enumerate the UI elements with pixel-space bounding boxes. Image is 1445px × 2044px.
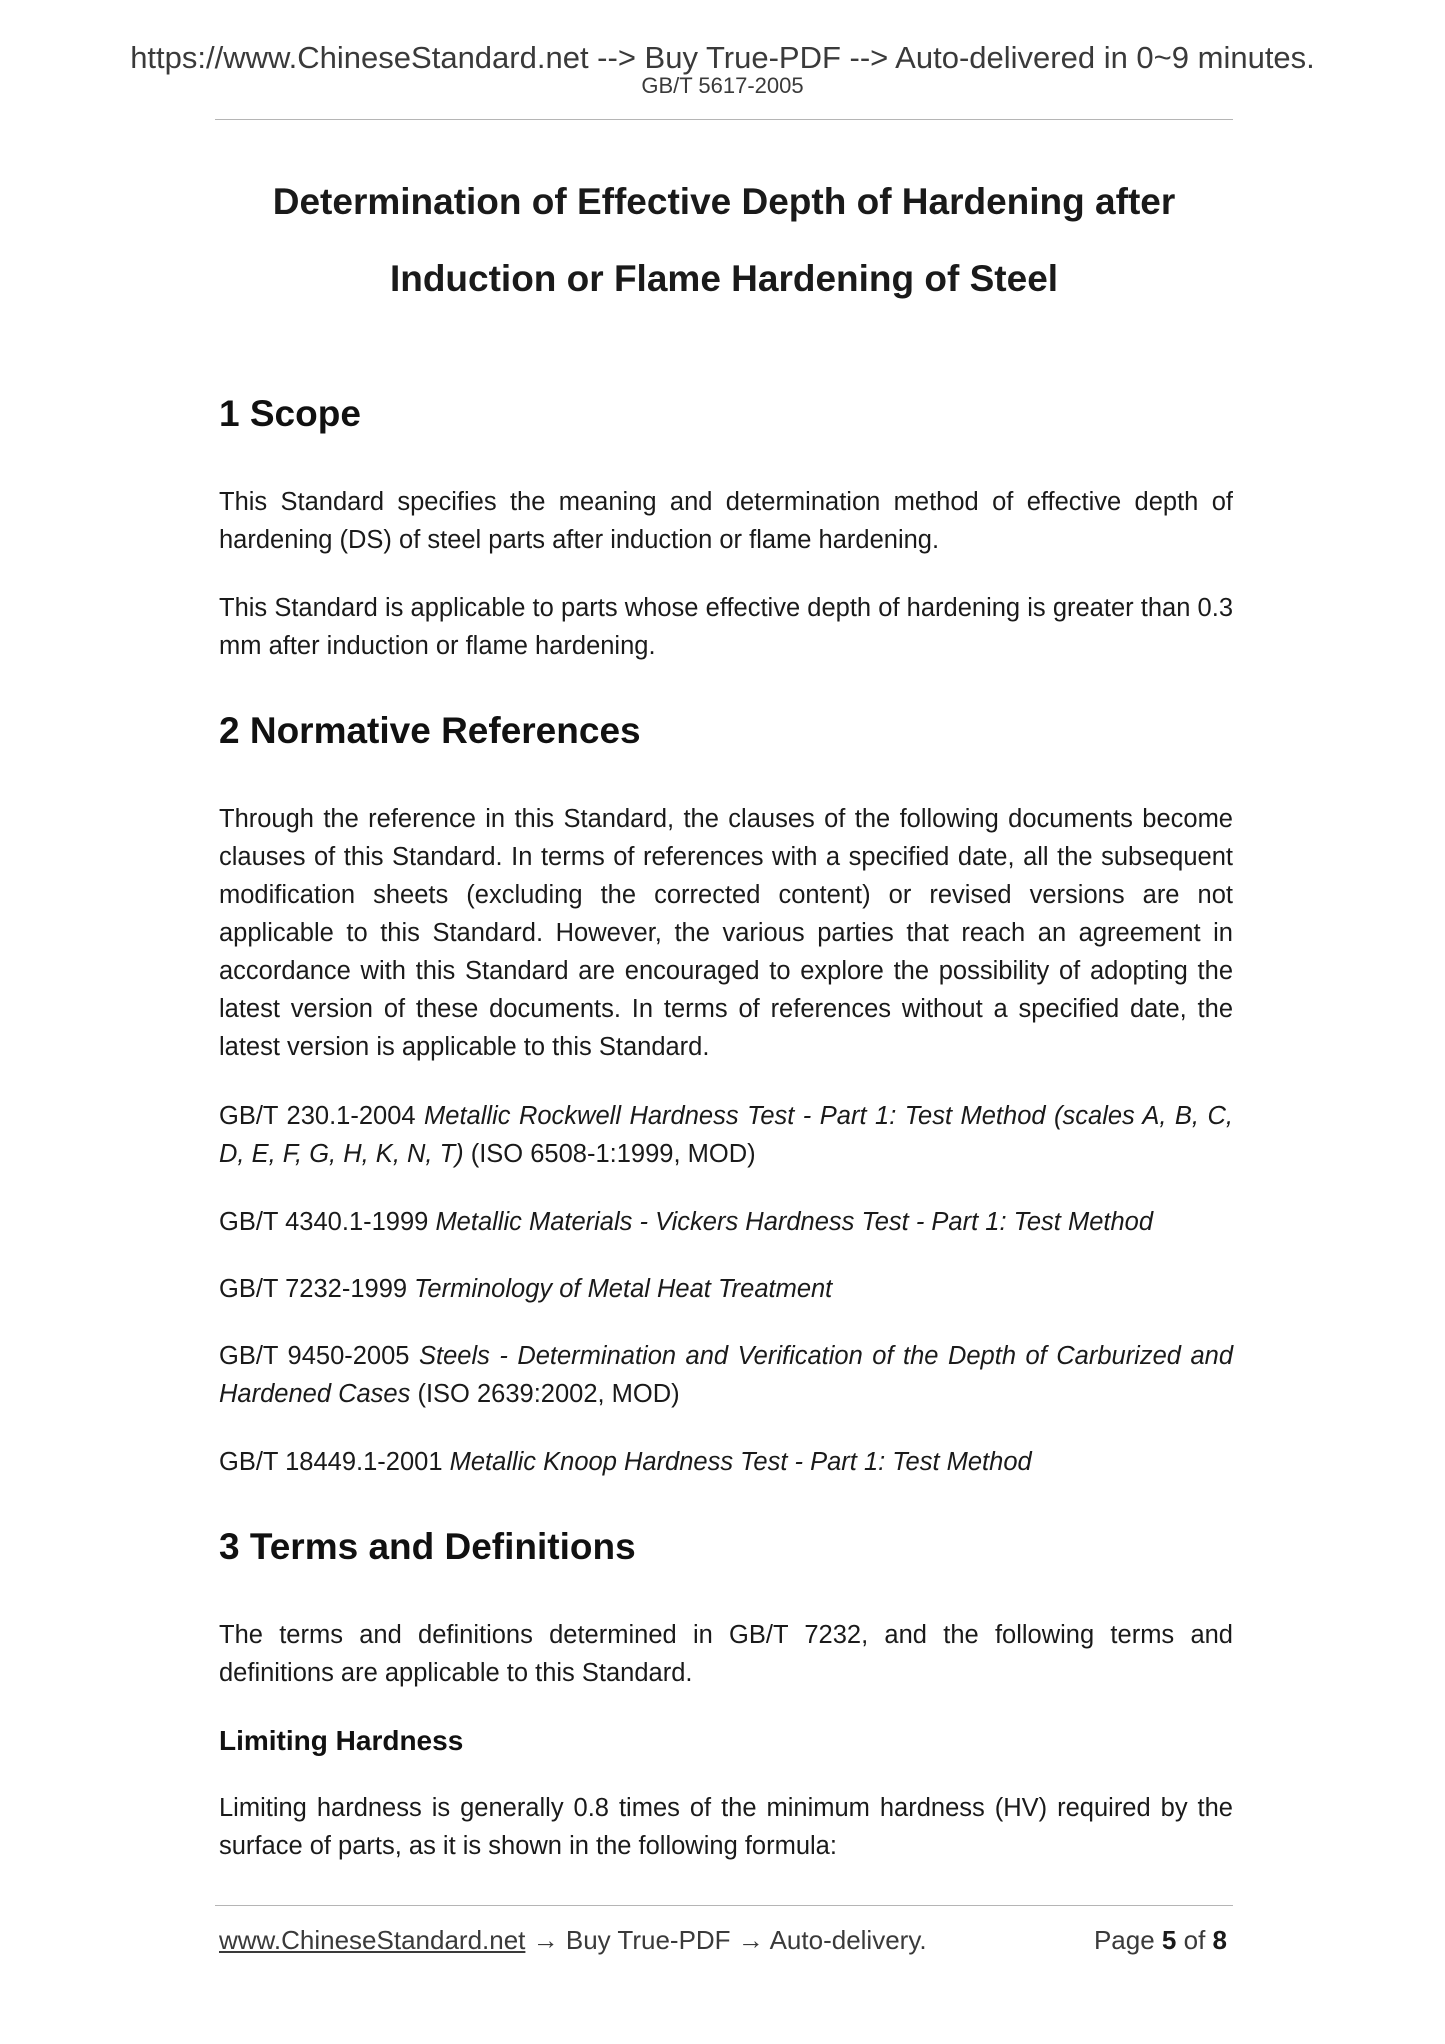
terms-intro: The terms and definitions determined in GB/T 7232, and the following terms and definitions are applicable to this Standard. — [219, 1621, 1233, 1687]
reference-title: Steels - Determination and Verification of the Depth of Carburized and Hardened Cases — [219, 1342, 1233, 1408]
scope-paragraph-2: This Standard is applicable to parts whose effective depth of hardening is greater than 0.3 mm after induction or flame hardening. — [219, 594, 1233, 660]
page-total: 8 — [1212, 1925, 1227, 1955]
reference-item — [219, 1270, 1233, 1308]
reference-code: GB/T 4340.1-1999 — [219, 1208, 429, 1236]
footer-delivery-text: Auto-delivery. — [769, 1925, 927, 1955]
header-banner[interactable]: https://www.ChineseStandard.net --> Buy True-PDF --> Auto-delivered in 0~9 minutes. — [130, 40, 1315, 75]
footer — [219, 1924, 927, 1956]
reference-title: Metallic Rockwell Hardness Test - Part 1: Test Method (scales A, B, C, D, E, F, G, H, K, N, T) — [219, 1102, 1233, 1168]
page-current: 5 — [1161, 1925, 1177, 1955]
arrow-icon: → — [730, 1925, 770, 1955]
reference-suffix: (ISO 6508-1:1999, MOD) — [463, 1140, 756, 1168]
page-indicator — [1094, 1924, 1227, 1956]
normative-references-intro: Through the reference in this Standard, the clauses of the following documents become clauses of this Standard. In terms of references with a specified date, all the subsequent modification sheets (excluding the corrected content) or revised versions are not applicable to this Standard. However, the various parties that reach an agreement in accordance with this Standard are encouraged to explore the possibility of adopting the latest version of these documents. In terms of references without a specified date, the latest version is applicable to this Standard. — [219, 805, 1233, 1061]
reference-item — [219, 1097, 1233, 1173]
footer-buy-text: Buy True-PDF — [565, 1925, 731, 1955]
document-title-line-1: Determination of Effective Depth of Hardening after — [272, 181, 1176, 222]
reference-title: Metallic Materials - Vickers Hardness Test - Part 1: Test Method — [435, 1208, 1154, 1236]
reference-code: GB/T 18449.1-2001 — [219, 1448, 443, 1476]
header-divider — [215, 119, 1233, 120]
footer-divider — [215, 1905, 1233, 1906]
arrow-icon: → — [525, 1925, 566, 1955]
section-heading-scope: 1 Scope — [219, 393, 361, 434]
document-title-line-2: Induction or Flame Hardening of Steel — [389, 258, 1059, 299]
reference-item — [219, 1443, 1233, 1481]
reference-code: GB/T 7232-1999 — [219, 1275, 408, 1303]
section-heading-terms-and-definitions: 3 Terms and Definitions — [219, 1526, 636, 1567]
reference-suffix: (ISO 2639:2002, MOD) — [410, 1380, 680, 1408]
subheading-limiting-hardness: Limiting Hardness — [219, 1725, 464, 1756]
reference-code: GB/T 9450-2005 — [219, 1342, 410, 1370]
reference-item — [219, 1337, 1233, 1413]
reference-title: Metallic Knoop Hardness Test - Part 1: Test Method — [449, 1448, 1032, 1476]
reference-title: Terminology of Metal Heat Treatment — [414, 1275, 833, 1303]
footer-website-link[interactable]: www.ChineseStandard.net — [219, 1925, 526, 1955]
document-id: GB/T 5617-2005 — [641, 73, 804, 98]
scope-paragraph-1: This Standard specifies the meaning and determination method of effective depth of hardening (DS) of steel parts after induction or flame hardening. — [219, 488, 1233, 554]
reference-item — [219, 1203, 1233, 1241]
section-heading-normative-references: 2 Normative References — [219, 710, 641, 751]
page-word: Page — [1093, 1925, 1155, 1955]
limiting-hardness-paragraph: Limiting hardness is generally 0.8 times of the minimum hardness (HV) required by the surface of parts, as it is shown in the following formula: — [219, 1794, 1233, 1860]
of-word: of — [1183, 1925, 1206, 1955]
reference-code: GB/T 230.1-2004 — [219, 1102, 416, 1130]
